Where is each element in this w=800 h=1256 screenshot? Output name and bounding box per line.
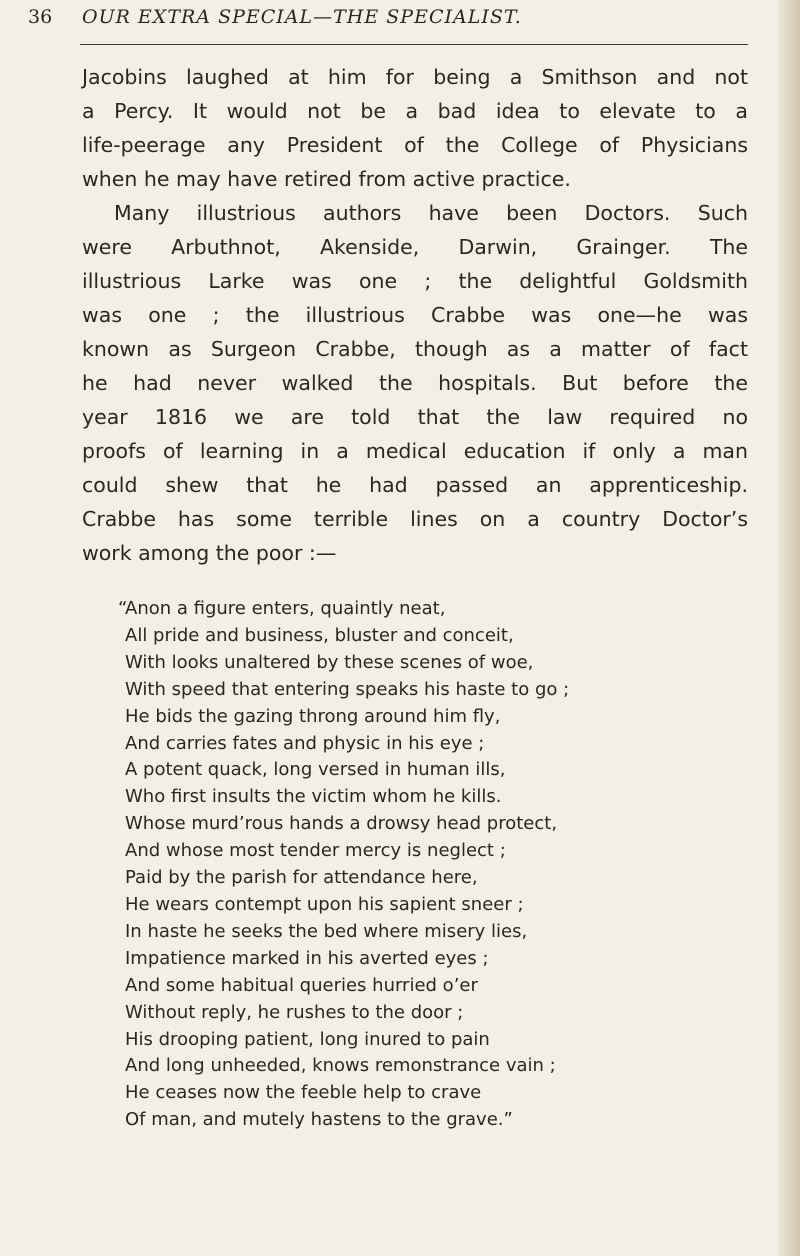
- poem-line: Of man, and mutely hastens to the grave.”: [125, 1109, 513, 1131]
- paragraph-2-line: Crabbe has some terrible lines on a country Doctor’s: [82, 507, 748, 531]
- paragraph-2-line: Many illustrious authors have been Doctors. Such: [114, 201, 748, 225]
- poem-line: A potent quack, long versed in human ills,: [125, 759, 506, 781]
- running-title: OUR EXTRA SPECIAL—THE SPECIALIST.: [82, 6, 522, 28]
- poem-line: And long unheeded, knows remonstrance vain ;: [125, 1055, 556, 1077]
- poem-line: His drooping patient, long inured to pain: [125, 1028, 490, 1050]
- paragraph-2-line: proofs of learning in a medical education if only a man: [82, 439, 748, 463]
- header-rule: [80, 44, 748, 45]
- poem-line: Paid by the parish for attendance here,: [125, 867, 478, 889]
- paragraph-1-line: a Percy. It would not be a bad idea to elevate to a: [82, 99, 748, 123]
- paragraph-1-line: life-peerage any President of the College of Physicians: [82, 133, 748, 157]
- poem-line: With speed that entering speaks his haste to go ;: [125, 678, 570, 700]
- paragraph-2-line: known as Surgeon Crabbe, though as a matter of fact: [82, 337, 748, 361]
- poem-line: With looks unaltered by these scenes of woe,: [125, 651, 534, 673]
- poem-line: He ceases now the feeble help to crave: [125, 1082, 482, 1104]
- poem-line: Who first insults the victim whom he kills.: [125, 786, 502, 808]
- paragraph-2-line: was one ; the illustrious Crabbe was one—he was: [82, 303, 748, 327]
- body-text: [82, 60, 748, 570]
- paragraph-2-line: were Arbuthnot, Akenside, Darwin, Grainger. The: [82, 235, 748, 259]
- poem-line: He wears contempt upon his sapient sneer ;: [125, 893, 524, 915]
- page-number: 36: [28, 6, 53, 28]
- running-head: [28, 6, 748, 40]
- paragraph-2-line: work among the poor :—: [82, 541, 337, 565]
- paragraph-1-line: when he may have retired from active practice.: [82, 167, 571, 191]
- poem-line: Whose murd’rous hands a drowsy head protect,: [125, 813, 558, 835]
- poem-line: In haste he seeks the bed where misery lies,: [125, 920, 528, 942]
- poem-line: And whose most tender mercy is neglect ;: [125, 840, 506, 862]
- page-edge-shadow: [778, 0, 800, 1256]
- paragraph-1-line: Jacobins laughed at him for being a Smithson and not: [82, 65, 748, 89]
- paragraph-2-line: year 1816 we are told that the law required no: [82, 405, 748, 429]
- poem-quotation: [118, 596, 738, 1134]
- poem-line: “Anon a figure enters, quaintly neat,: [118, 598, 446, 619]
- paragraph-2-line: he had never walked the hospitals. But before the: [82, 371, 748, 395]
- poem-line: And carries fates and physic in his eye ;: [125, 732, 485, 754]
- poem-line: Impatience marked in his averted eyes ;: [125, 947, 489, 969]
- poem-line: And some habitual queries hurried o’er: [125, 974, 478, 996]
- paragraph-2-line: could shew that he had passed an apprenticeship.: [82, 473, 748, 497]
- poem-line: He bids the gazing throng around him fly,: [125, 705, 501, 727]
- poem-line: All pride and business, bluster and conceit,: [125, 624, 514, 646]
- paragraph-2-line: illustrious Larke was one ; the delightful Goldsmith: [82, 269, 748, 293]
- poem-line: Without reply, he rushes to the door ;: [125, 1001, 464, 1023]
